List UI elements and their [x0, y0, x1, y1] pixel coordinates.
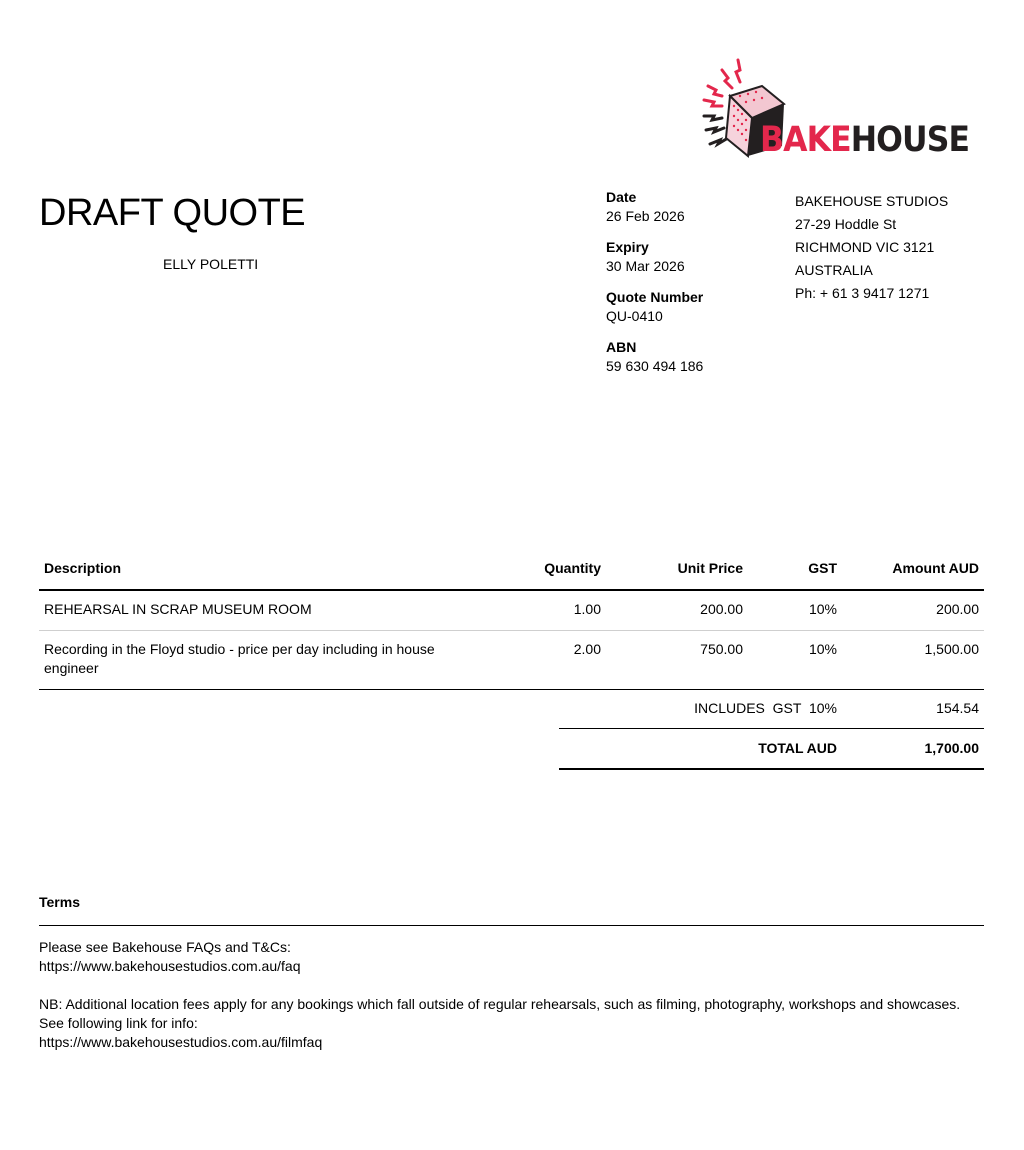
meta-date-label: Date — [606, 189, 637, 205]
brand-wordmark-part2: HOUSE — [850, 120, 970, 160]
row-quantity: 2.00 — [573, 641, 601, 657]
header-gst: GST — [808, 560, 837, 576]
table-row — [39, 591, 984, 631]
grand-total-label: TOTAL AUD — [758, 740, 837, 756]
address-line: BAKEHOUSE STUDIOS — [795, 193, 949, 209]
row-quantity: 1.00 — [573, 601, 601, 617]
meta-quote-number-value: QU-0410 — [606, 308, 663, 324]
meta-date-value: 26 Feb 2026 — [606, 208, 685, 224]
brand-wordmark — [760, 120, 969, 160]
client-name: ELLY POLETTI — [163, 256, 259, 272]
row-description: Recording in the Floyd studio - price per day including in house engineer — [44, 641, 435, 676]
line-items-table — [39, 552, 984, 690]
meta-quote-number — [606, 288, 776, 326]
document-title: DRAFT QUOTE — [39, 192, 306, 234]
header-unit-price: Unit Price — [677, 560, 743, 576]
terms-line: NB: Additional location fees apply for any bookings which fall outside of regular rehearsals, such as filming, photography, workshops and showcases. — [39, 996, 961, 1012]
terms-link[interactable]: https://www.bakehousestudios.com.au/filmfaq — [39, 1034, 323, 1050]
company-address — [795, 190, 995, 305]
row-unit-price: 200.00 — [700, 601, 743, 617]
terms-link[interactable]: https://www.bakehousestudios.com.au/faq — [39, 958, 301, 974]
gst-total-row — [559, 689, 984, 729]
quote-meta — [606, 188, 776, 388]
meta-expiry-value: 30 Mar 2026 — [606, 258, 685, 274]
totals-block — [559, 689, 984, 770]
address-line: Ph: + 61 3 9417 1271 — [795, 285, 930, 301]
row-unit-price: 750.00 — [700, 641, 743, 657]
brand-wordmark-part1: BAKE — [760, 120, 851, 160]
address-line: RICHMOND VIC 3121 — [795, 239, 935, 255]
gst-total-value: 154.54 — [936, 700, 979, 716]
row-gst: 10% — [808, 601, 837, 617]
row-amount: 200.00 — [936, 601, 979, 617]
row-description: REHEARSAL IN SCRAP MUSEUM ROOM — [44, 601, 312, 617]
meta-quote-number-label: Quote Number — [606, 289, 704, 305]
grand-total-row — [559, 729, 984, 770]
address-line: AUSTRALIA — [795, 262, 873, 278]
meta-abn — [606, 338, 776, 376]
row-gst: 10% — [808, 641, 837, 657]
meta-expiry-label: Expiry — [606, 239, 649, 255]
gst-total-label: INCLUDES GST 10% — [694, 700, 837, 716]
row-amount: 1,500.00 — [924, 641, 979, 657]
meta-date — [606, 188, 776, 226]
header-description: Description — [44, 560, 122, 576]
terms-body — [39, 938, 984, 1052]
address-line: 27-29 Hoddle St — [795, 216, 897, 232]
terms-spacer — [39, 976, 984, 995]
meta-abn-label: ABN — [606, 339, 637, 355]
terms-divider — [39, 925, 984, 926]
terms-line: Please see Bakehouse FAQs and T&Cs: — [39, 939, 291, 955]
terms-line: See following link for info: — [39, 1015, 198, 1031]
table-row — [39, 631, 984, 690]
table-header-row — [39, 552, 984, 591]
header-quantity: Quantity — [544, 560, 601, 576]
terms-title: Terms — [39, 894, 80, 910]
header-amount: Amount AUD — [892, 560, 979, 576]
brand-logo — [700, 56, 970, 164]
meta-expiry — [606, 238, 776, 276]
grand-total-value: 1,700.00 — [924, 740, 979, 756]
meta-abn-value: 59 630 494 186 — [606, 358, 704, 374]
